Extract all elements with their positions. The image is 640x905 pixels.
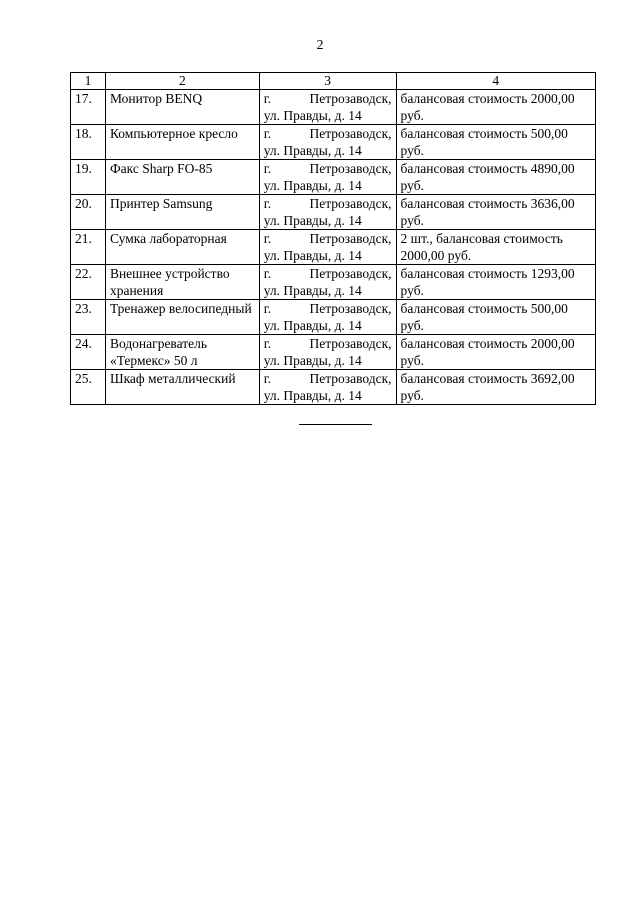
- item-address: [259, 160, 396, 195]
- item-name: Внешнее устройство хранения: [105, 265, 259, 300]
- address-street: ул. Правды, д. 14: [263, 213, 362, 228]
- address-street: ул. Правды, д. 14: [263, 178, 362, 193]
- address-city-prefix: г.: [263, 266, 272, 281]
- address-city-prefix: г.: [263, 231, 272, 246]
- address-street: ул. Правды, д. 14: [263, 353, 362, 368]
- column-header: 3: [259, 73, 396, 90]
- table-row: [71, 335, 596, 370]
- item-name: Шкаф металлический: [105, 370, 259, 405]
- item-name: Принтер Samsung: [105, 195, 259, 230]
- item-address: [259, 90, 396, 125]
- item-address: [259, 300, 396, 335]
- item-address: [259, 335, 396, 370]
- table-row: [71, 370, 596, 405]
- row-number: 21.: [71, 230, 106, 265]
- item-name: Монитор BENQ: [105, 90, 259, 125]
- table-row: [71, 160, 596, 195]
- item-address: [259, 195, 396, 230]
- table-header-row: [71, 73, 596, 90]
- item-note: балансовая стоимость 3636,00 руб.: [396, 195, 595, 230]
- table-row: [71, 300, 596, 335]
- table-row: [71, 265, 596, 300]
- row-number: 22.: [71, 265, 106, 300]
- address-street: ул. Правды, д. 14: [263, 108, 362, 123]
- address-city-prefix: г.: [263, 371, 272, 386]
- end-of-document-rule: [299, 424, 372, 425]
- item-note: балансовая стоимость 2000,00 руб.: [396, 90, 595, 125]
- table-row: [71, 195, 596, 230]
- item-note: балансовая стоимость 500,00 руб.: [396, 300, 595, 335]
- address-city-prefix: г.: [263, 91, 272, 106]
- address-city-prefix: г.: [263, 196, 272, 211]
- item-note: балансовая стоимость 4890,00 руб.: [396, 160, 595, 195]
- address-city-prefix: г.: [263, 161, 272, 176]
- address-city-prefix: г.: [263, 126, 272, 141]
- item-address: [259, 370, 396, 405]
- address-city: Петрозаводск,: [309, 231, 392, 246]
- address-city: Петрозаводск,: [309, 161, 392, 176]
- item-name: Водонагреватель «Термекс» 50 л: [105, 335, 259, 370]
- item-name: Сумка лабораторная: [105, 230, 259, 265]
- item-note: балансовая стоимость 500,00 руб.: [396, 125, 595, 160]
- address-city: Петрозаводск,: [309, 196, 392, 211]
- address-city: Петрозаводск,: [309, 336, 392, 351]
- row-number: 20.: [71, 195, 106, 230]
- item-address: [259, 125, 396, 160]
- item-name: Факс Sharp FO-85: [105, 160, 259, 195]
- item-address: [259, 230, 396, 265]
- address-city: Петрозаводск,: [309, 126, 392, 141]
- item-address: [259, 265, 396, 300]
- address-city: Петрозаводск,: [309, 371, 392, 386]
- item-name: Компьютерное кресло: [105, 125, 259, 160]
- address-street: ул. Правды, д. 14: [263, 318, 362, 333]
- address-city-prefix: г.: [263, 301, 272, 316]
- item-note: балансовая стоимость 1293,00 руб.: [396, 265, 595, 300]
- address-city-prefix: г.: [263, 336, 272, 351]
- address-street: ул. Правды, д. 14: [263, 388, 362, 403]
- table-row: [71, 125, 596, 160]
- inventory-table: [70, 72, 596, 405]
- address-street: ул. Правды, д. 14: [263, 248, 362, 263]
- page-number: 2: [316, 38, 324, 53]
- address-city: Петрозаводск,: [309, 91, 392, 106]
- column-header: 4: [396, 73, 595, 90]
- row-number: 24.: [71, 335, 106, 370]
- row-number: 25.: [71, 370, 106, 405]
- column-header: 2: [105, 73, 259, 90]
- address-city: Петрозаводск,: [309, 266, 392, 281]
- address-city: Петрозаводск,: [309, 301, 392, 316]
- table-row: [71, 90, 596, 125]
- row-number: 23.: [71, 300, 106, 335]
- row-number: 18.: [71, 125, 106, 160]
- item-note: балансовая стоимость 3692,00 руб.: [396, 370, 595, 405]
- item-name: Тренажер велосипедный: [105, 300, 259, 335]
- column-header: 1: [71, 73, 106, 90]
- row-number: 17.: [71, 90, 106, 125]
- row-number: 19.: [71, 160, 106, 195]
- address-street: ул. Правды, д. 14: [263, 283, 362, 298]
- item-note: балансовая стоимость 2000,00 руб.: [396, 335, 595, 370]
- item-note: 2 шт., балансовая стоимость 2000,00 руб.: [396, 230, 595, 265]
- address-street: ул. Правды, д. 14: [263, 143, 362, 158]
- table-row: [71, 230, 596, 265]
